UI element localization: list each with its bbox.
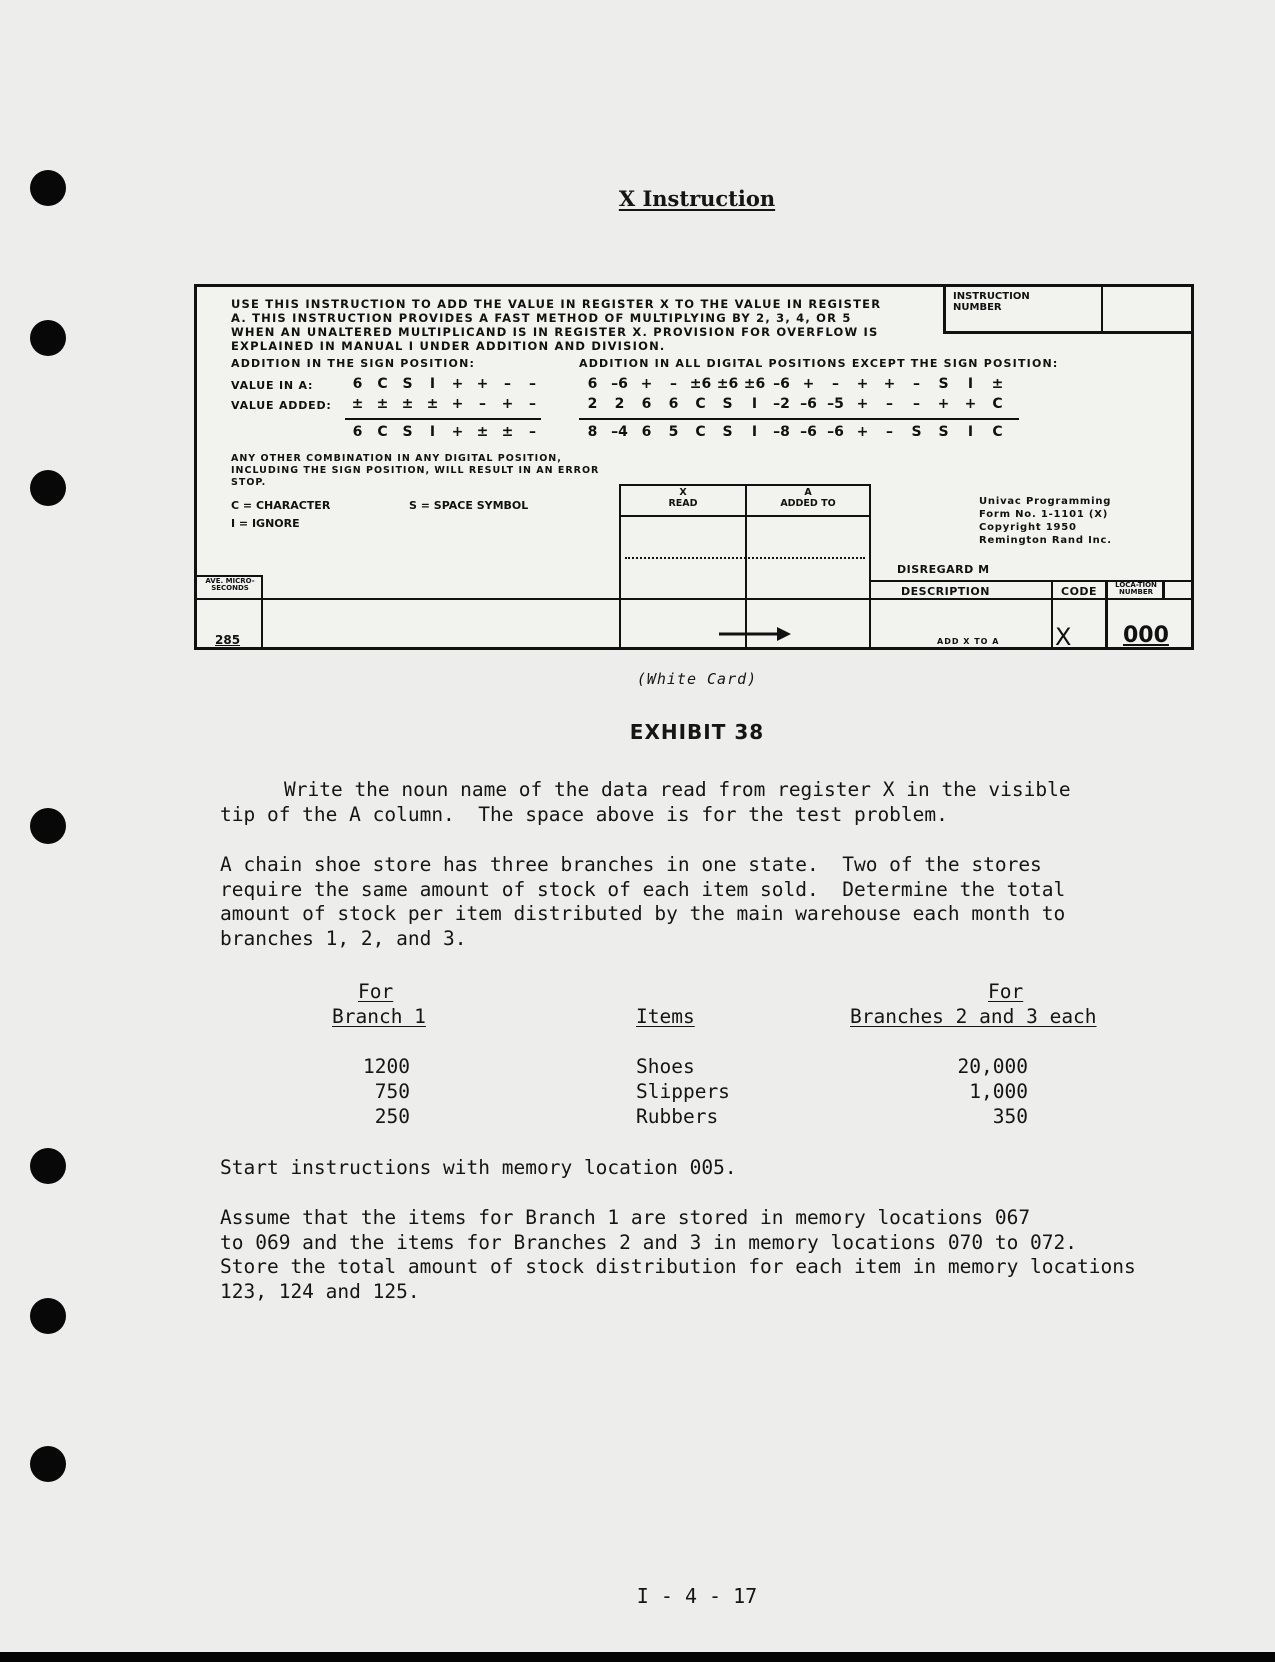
card-symbol: + xyxy=(451,396,464,412)
legend-space-symbol: S = SPACE SYMBOL xyxy=(409,499,529,512)
col1-header-line1: For xyxy=(358,980,394,1003)
page-title: X Instruction xyxy=(618,186,776,211)
col-a-letter: A xyxy=(804,487,812,498)
card-symbol: –6 xyxy=(800,396,817,412)
table-row-1-item: Shoes xyxy=(636,1055,695,1078)
card-symbol: S xyxy=(402,424,413,440)
legend-ignore: I = IGNORE xyxy=(231,517,300,530)
dotted-divider xyxy=(625,557,865,559)
table-row-1-branch1: 1200 xyxy=(363,1055,410,1078)
univac-line-4: Remington Rand Inc. xyxy=(979,535,1112,546)
binder-hole xyxy=(30,320,66,356)
code-label: CODE xyxy=(1061,585,1098,598)
card-symbol: I xyxy=(429,376,436,392)
card-symbol: C xyxy=(377,376,388,392)
card-symbol: ± xyxy=(426,396,439,412)
card-symbol: S xyxy=(722,396,733,412)
table-row-3-item: Rubbers xyxy=(636,1105,719,1128)
card-symbol: + xyxy=(501,396,514,412)
card-symbol: + xyxy=(451,376,464,392)
location-value: 000 xyxy=(1123,623,1169,648)
univac-line-2: Form No. 1-1101 (X) xyxy=(979,509,1109,520)
card-symbol: I xyxy=(429,424,436,440)
col-a-header xyxy=(747,487,869,509)
page-bottom-edge xyxy=(0,1652,1275,1662)
digital-value-in-a-row xyxy=(579,376,1011,392)
card-symbol: S xyxy=(938,376,949,392)
sign-value-added-row xyxy=(345,396,545,412)
card-symbol: 6 xyxy=(668,396,679,412)
card-symbol: I xyxy=(751,424,758,440)
paragraph-1-text: Write the noun name of the data read from register X in the visible tip of the A column. The space above is for the test problem. xyxy=(220,778,1071,826)
card-symbol: 6 xyxy=(352,424,363,440)
card-symbol: – xyxy=(913,376,920,392)
card-symbol: –6 xyxy=(827,424,844,440)
instruction-card xyxy=(194,284,1194,650)
card-symbol: – xyxy=(529,396,536,412)
digital-position-heading: ADDITION IN ALL DIGITAL POSITIONS EXCEPT THE SIGN POSITION: xyxy=(579,357,1059,370)
card-symbol: –8 xyxy=(773,424,790,440)
card-symbol: C xyxy=(695,396,706,412)
card-intro-text: USE THIS INSTRUCTION TO ADD THE VALUE IN REGISTER X TO THE VALUE IN REGISTER A. THIS INSTRUCTION PROVIDES A FAST METHOD OF MULTIPLYING BY 2, 3, 4, OR 5 WHEN AN UNALTERED MULTIPLICAND IS IN REGISTER X. PROVISION FOR OVERFLOW IS EXPLAINED IN MANUAL I UNDER ADDITION AND DIVISION. xyxy=(231,297,882,353)
univac-line-3: Copyright 1950 xyxy=(979,522,1077,533)
paragraph-1 xyxy=(220,778,1180,827)
card-symbol: ± xyxy=(376,396,389,412)
card-symbol: 5 xyxy=(668,424,679,440)
col3-header-line2: Branches 2 and 3 each xyxy=(850,1005,1097,1028)
card-symbol: 6 xyxy=(587,376,598,392)
paragraph-2 xyxy=(220,853,1180,951)
card-symbol: + xyxy=(856,396,869,412)
disregard-m: DISREGARD M xyxy=(897,563,990,576)
card-symbol: I xyxy=(967,424,974,440)
card-symbol: S xyxy=(938,424,949,440)
exhibit-heading: EXHIBIT 38 xyxy=(629,720,765,744)
card-symbol: 6 xyxy=(641,396,652,412)
card-symbol: 6 xyxy=(352,376,363,392)
card-symbol: + xyxy=(856,376,869,392)
card-symbol: – xyxy=(832,376,839,392)
ave-microseconds-label: AVE. MICRO-SECONDS xyxy=(205,577,255,592)
card-symbol: S xyxy=(911,424,922,440)
card-symbol: – xyxy=(529,424,536,440)
card-symbol: + xyxy=(964,396,977,412)
card-symbol: C xyxy=(377,424,388,440)
card-symbol: – xyxy=(479,396,486,412)
table-row-1-branches23: 20,000 xyxy=(957,1055,1028,1078)
card-symbol: – xyxy=(529,376,536,392)
digital-result-row xyxy=(579,424,1011,440)
card-symbol: – xyxy=(886,424,893,440)
card-symbol: S xyxy=(722,424,733,440)
sign-result-row xyxy=(345,424,545,440)
code-value: X xyxy=(1055,623,1072,651)
card-symbol: –6 xyxy=(773,376,790,392)
card-caption: (White Card) xyxy=(636,670,758,688)
col1-header-line2: Branch 1 xyxy=(332,1005,426,1028)
card-symbol: + xyxy=(640,376,653,392)
card-symbol: C xyxy=(992,396,1003,412)
card-symbol: ± xyxy=(351,396,364,412)
card-symbol: C xyxy=(695,424,706,440)
value-added-label: VALUE ADDED: xyxy=(231,399,332,412)
col-x-read-label: READ xyxy=(668,498,698,509)
value-in-a-label: VALUE IN A: xyxy=(231,379,314,392)
col-x-header xyxy=(621,487,745,509)
col-a-added-to-label: ADDED TO xyxy=(780,498,836,509)
card-symbol: –6 xyxy=(611,376,628,392)
col3-header-line1: For xyxy=(988,980,1024,1003)
card-symbol: 2 xyxy=(614,396,625,412)
card-symbol: + xyxy=(476,376,489,392)
binder-hole xyxy=(30,1148,66,1184)
paragraph-2-text: A chain shoe store has three branches in one state. Two of the stores require the same amount of stock of each item sold. Determine the total amount of stock per item distributed by the main warehouse each month to branches 1, 2, and 3. xyxy=(220,853,1066,950)
table-row-2-branch1: 750 xyxy=(374,1080,410,1103)
card-symbol: –6 xyxy=(800,424,817,440)
sign-position-heading: ADDITION IN THE SIGN POSITION: xyxy=(231,357,476,370)
card-symbol: ± xyxy=(501,424,514,440)
table-row-2-item: Slippers xyxy=(636,1080,730,1103)
paragraph-3-text: Start instructions with memory location 005. xyxy=(220,1156,737,1179)
card-symbol: 6 xyxy=(641,424,652,440)
card-symbol: I xyxy=(967,376,974,392)
card-symbol: 2 xyxy=(587,396,598,412)
card-symbol: – xyxy=(504,376,511,392)
page-number: I - 4 - 17 xyxy=(636,1584,758,1608)
card-symbol: –4 xyxy=(611,424,628,440)
card-symbol: – xyxy=(913,396,920,412)
digital-value-added-row xyxy=(579,396,1011,412)
location-number-label: LOCA-TION NUMBER xyxy=(1115,581,1157,596)
card-symbol: C xyxy=(992,424,1003,440)
error-note: ANY OTHER COMBINATION IN ANY DIGITAL POSITION, INCLUDING THE SIGN POSITION, WILL RESULT IN AN ERROR STOP. xyxy=(231,453,600,488)
univac-form-info xyxy=(979,495,1112,547)
table-row-2-branches23: 1,000 xyxy=(969,1080,1028,1103)
description-label: DESCRIPTION xyxy=(901,585,990,598)
description-value: ADD X TO A xyxy=(937,637,1000,646)
binder-hole xyxy=(30,470,66,506)
card-symbol: + xyxy=(856,424,869,440)
instruction-number-box xyxy=(943,287,1191,331)
card-symbol: ±6 xyxy=(689,376,712,392)
card-symbol: + xyxy=(802,376,815,392)
card-symbol: ± xyxy=(401,396,414,412)
arrow-right-icon xyxy=(717,625,793,643)
card-symbol: I xyxy=(751,396,758,412)
card-symbol: ± xyxy=(476,424,489,440)
card-symbol: –2 xyxy=(773,396,790,412)
sign-value-in-a-row xyxy=(345,376,545,392)
legend-character: C = CHARACTER xyxy=(231,499,331,512)
paragraph-4-text: Assume that the items for Branch 1 are stored in memory locations 067 to 069 and the items for Branches 2 and 3 in memory locations 070 to 072. Store the total amount of stock distribution for each item in memory locations 123, 124 and 125. xyxy=(220,1206,1136,1303)
card-symbol: ±6 xyxy=(743,376,766,392)
col2-header: Items xyxy=(636,1005,695,1028)
table-row-3-branch1: 250 xyxy=(374,1105,410,1128)
binder-hole xyxy=(30,1298,66,1334)
card-symbol: ±6 xyxy=(716,376,739,392)
table-row-3-branches23: 350 xyxy=(992,1105,1028,1128)
card-symbol: + xyxy=(451,424,464,440)
card-symbol: –5 xyxy=(827,396,844,412)
card-symbol: + xyxy=(937,396,950,412)
col-x-letter: X xyxy=(679,487,687,498)
univac-line-1: Univac Programming xyxy=(979,496,1112,507)
microseconds-value: 285 xyxy=(215,633,241,647)
card-symbol: – xyxy=(670,376,677,392)
paragraph-4 xyxy=(220,1206,1180,1304)
paragraph-3 xyxy=(220,1156,1180,1181)
binder-hole xyxy=(30,1446,66,1482)
card-symbol: 8 xyxy=(587,424,598,440)
card-symbol: ± xyxy=(991,376,1004,392)
binder-hole xyxy=(30,808,66,844)
card-symbol: – xyxy=(886,396,893,412)
instruction-number-label: INSTRUCTION NUMBER xyxy=(953,291,1030,313)
card-symbol: S xyxy=(402,376,413,392)
card-symbol: + xyxy=(883,376,896,392)
